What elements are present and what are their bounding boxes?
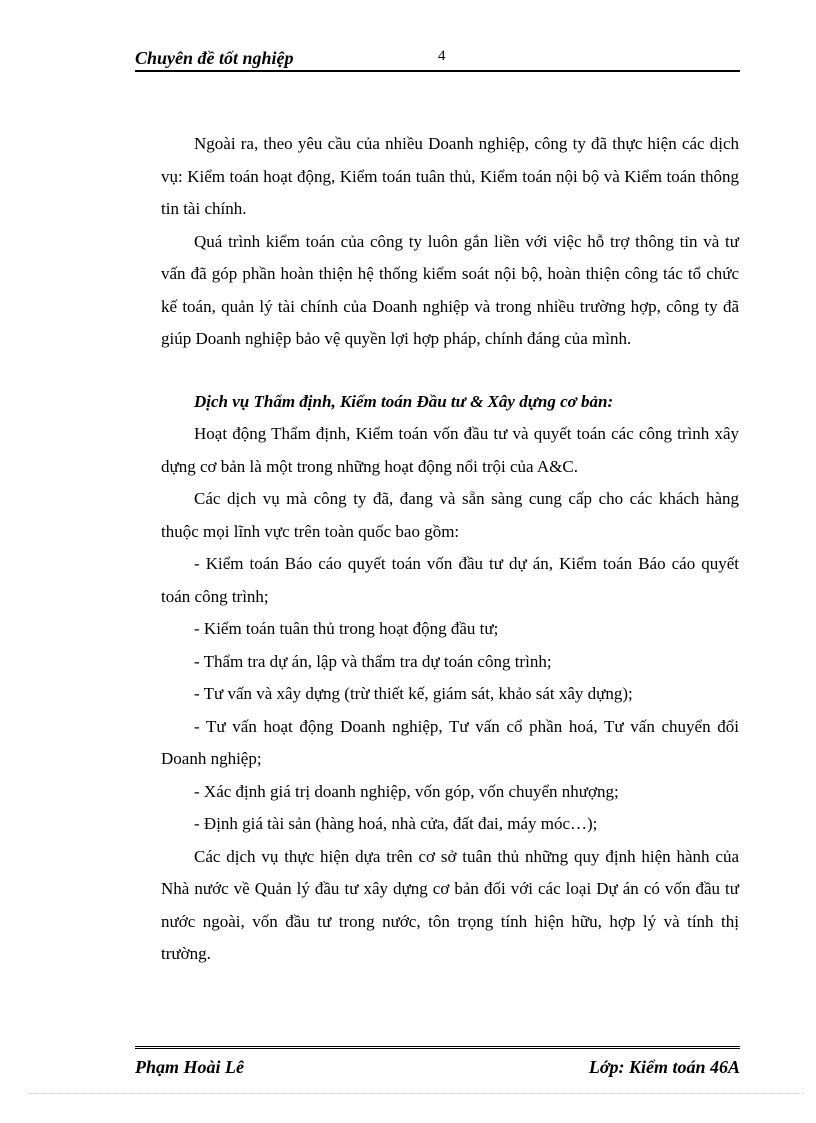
list-item: - Tư vấn hoạt động Doanh nghiệp, Tư vấn cổ phần hoá, Tư vấn chuyển đổi Doanh nghiệp; [161, 716, 739, 768]
paragraph-activities: Hoạt động Thẩm định, Kiểm toán vốn đầu tư và quyết toán các công trình xây dựng cơ bản là một trong những hoạt động nổi trội của A&C. [161, 424, 739, 476]
list-item: - Thẩm tra dự án, lập và thẩm tra dự toán công trình; [194, 651, 552, 671]
list-item: - Kiểm toán tuân thủ trong hoạt động đầu tư; [194, 619, 499, 638]
class-label: Lớp: Kiểm toán 46A [588, 1057, 740, 1077]
page-header [135, 48, 740, 72]
list-item: - Kiểm toán Báo cáo quyết toán vốn đầu tư dự án, Kiểm toán Báo cáo quyết toán công trình; [161, 554, 739, 606]
page-number: 4 [438, 48, 446, 64]
document-body [161, 128, 739, 971]
paragraph-audit-process: Quá trình kiểm toán của công ty luôn gắn liền với việc hỗ trợ thông tin và tư vấn đã góp phần hoàn thiện hệ thống kiểm soát nội bộ, hoàn thiện công tác tổ chức kế toán, quản lý tài chính của Doanh nghiệp và trong nhiều trường hợp, công ty đã giúp Doanh nghiệp bảo vệ quyền lợi hợp pháp, chính đáng của mình. [161, 231, 739, 348]
section-heading: Dịch vụ Thẩm định, Kiểm toán Đầu tư & Xây dựng cơ bản: [194, 391, 614, 411]
list-item: - Xác định giá trị doanh nghiệp, vốn góp, vốn chuyển nhượng; [194, 781, 619, 801]
paragraph-services-intro: Các dịch vụ mà công ty đã, đang và sẵn sàng cung cấp cho các khách hàng thuộc mọi lĩnh vực trên toàn quốc bao gồm: [161, 489, 739, 541]
bottom-divider [28, 1093, 804, 1094]
page-footer [135, 1046, 740, 1081]
list-item: - Định giá tài sản (hàng hoá, nhà cửa, đất đai, máy móc…); [194, 814, 598, 833]
paragraph-conclusion: Các dịch vụ thực hiện dựa trên cơ sở tuân thủ những quy định hiện hành của Nhà nước về Quản lý đầu tư xây dựng cơ bản đối với các loại Dự án có vốn đầu tư nước ngoài, vốn đầu tư trong nước, tôn trọng tính hiện hữu, hợp lý và tính thị trường. [161, 846, 739, 963]
document-title: Chuyên đề tốt nghiệp [135, 48, 294, 68]
paragraph-other-services: Ngoài ra, theo yêu cầu của nhiều Doanh nghiệp, công ty đã thực hiện các dịch vụ: Kiểm toán hoạt động, Kiểm toán tuân thủ, Kiểm toán nội bộ và Kiểm toán thông tin tài chính. [161, 134, 739, 218]
author-name: Phạm Hoài Lê [135, 1057, 244, 1077]
list-item: - Tư vấn và xây dựng (trừ thiết kế, giám sát, khảo sát xây dựng); [194, 684, 633, 703]
